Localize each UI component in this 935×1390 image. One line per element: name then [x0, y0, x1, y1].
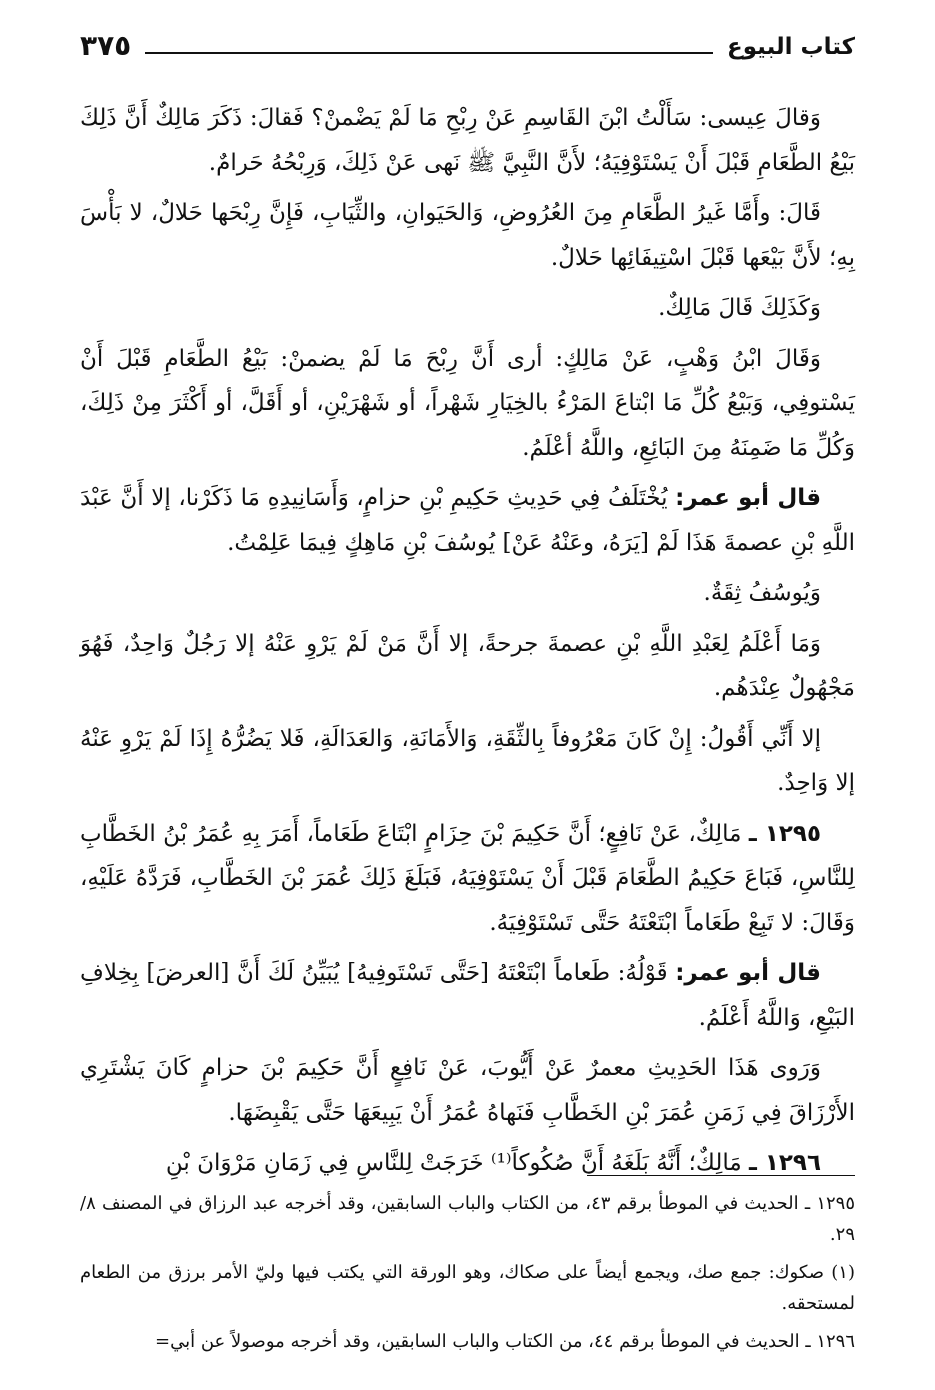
- paragraph: [80, 717, 855, 806]
- paragraph-text: وَكَذَلِكَ قَالَ مَالِكٌ.: [658, 295, 821, 321]
- paragraph: [80, 951, 855, 1040]
- paragraph-text: وَقَالَ ابْنُ وَهْبٍ، عَنْ مَالِكٍ: أرى أَنَّ رِبْحَ مَا لَمْ يضمنْ: بَيْعُ الطَّعَامِ قَبْلَ أَنْ يَسْتوفِي، وَبَيْعُ كُلِّ مَا ابْتاعَ المَرْءُ بالخِيَارِ شَهْراً، أو شَهْرَيْنِ، أو أَقَلَّ، أو أَكْثَرَ مِنْ ذَلِكَ، وَكُلِّ مَا ضَمِنَهُ مِنَ البَائِعِ، واللَّهُ أعْلَمُ.: [80, 345, 855, 461]
- paragraph: [80, 622, 855, 711]
- hadith-number: ١٢٩٥ ـ: [748, 820, 822, 847]
- paragraph: [80, 191, 855, 280]
- paragraph-text: قَالَ: وأَمَّا غَيرُ الطَّعَامِ مِنَ العُرُوضِ، وَالحَيَوانِ، والثِّيَابِ، فَإِنَّ رِبْحَها حَلالٌ، لا بَأْسَ بِهِ؛ لأَنَّ بَيْعَها قَبْلَ اسْتِيفَائِها حَلالٌ.: [80, 200, 855, 271]
- paragraph: [80, 571, 855, 616]
- running-header: [80, 28, 855, 64]
- footnote: (١) صكوك: جمع صك، ويجمع أيضاً على صكاك، وهو الورقة التي يكتب فيها وليّ الأمر برزق من الطعام لمستحقه.: [80, 1262, 855, 1314]
- paragraph-text: وَرَوى هَذَا الحَدِيثِ معمرٌ عَنْ أَيُّوبَ، عَنْ نَافِعٍ أَنَّ حَكِيمَ بْنَ حزامٍ كَانَ يَشْتَرِي الأَرْزَاقَ فِي زَمَنِ عُمَرَ بْنِ الخَطَّابِ فَنَهاهُ عُمَرُ أَنْ يَبِيعَهَا حَتَّى يَقْبِضَهَا.: [80, 1055, 855, 1126]
- paragraph-text: مَالِكٌ؛ أَنَّهُ بَلَغَهُ أَنَّ صُكُوكاً⁽¹⁾ خَرَجَتْ لِلنَّاسِ فِي زَمَانِ مَرْوَانَ بْنِ: [165, 1150, 742, 1176]
- paragraph-text: يُخْتَلَفُ فِي حَدِيثِ حَكِيمِ بْنِ حزامٍ، وَأَسَانِيدِهِ مَا ذَكَرْنا، إلا أَنَّ عَبْدَ اللَّهِ بْنِ عصمةَ هَذَا لَمْ [يَرَهُ، وعَنْهُ عَنْ] يُوسُفَ بْنِ مَاهِكٍ فِيمَا عَلِمْتُ.: [80, 485, 855, 556]
- paragraph: [80, 1046, 855, 1135]
- footnote: ١٢٩٥ ـ الحديث في الموطأ برقم ٤٣، من الكتاب والباب السابقين، وقد أخرجه عبد الرزاق في المصنف ٨/ ٢٩.: [80, 1193, 855, 1245]
- paragraph-text: مَالِكٌ، عَنْ نَافِعٍ؛ أَنَّ حَكِيمَ بْنَ حِزَامٍ ابْتَاعَ طَعَاماً، أَمَرَ بِهِ عُمَرُ بْنُ الخَطَّابِ لِلنَّاسِ، فَبَاعَ حَكِيمُ الطَّعَامَ قَبْلَ أَنْ يَسْتَوْفِيَهُ، فَبَلَغَ ذَلِكَ عُمَرَ بْنَ الخَطَّابِ، فَرَدَّهُ عَلَيْهِ، وَقَالَ: لا تَبِعْ طَعَاماً ابْتَعْتَهُ حَتَّى تَسْتَوْفِيَهُ.: [80, 820, 855, 936]
- paragraph: [80, 96, 855, 185]
- paragraph-text: وَمَا أَعْلَمُ لِعَبْدِ اللَّهِ بْنِ عصمةَ جرحةً، إلا أَنَّ مَنْ لَمْ يَرْوِ عَنْهُ إلا رَجُلٌ وَاحِدٌ، فَهُوَ مَجْهُولٌ عِنْدَهُم.: [80, 630, 855, 701]
- paragraph-lead: قال أبو عمر:: [675, 960, 821, 986]
- chapter-title: كتاب البيوع: [727, 34, 855, 60]
- paragraph-lead: قال أبو عمر:: [675, 485, 822, 511]
- paragraph-text: وَيُوسُفُ ثِقَةٌ.: [703, 580, 821, 606]
- hadith-number: ١٢٩٦ ـ: [748, 1150, 821, 1176]
- paragraph: [80, 337, 855, 471]
- footnote-separator: [587, 1175, 855, 1176]
- paragraph-text: إلا أَنِّي أَقُولُ: إِنْ كَانَ مَعْرُوفاً بِالثِّقَةِ، وَالأَمَانَةِ، وَالعَدَالَةِ، فَلا يَضُرُّهُ إِذَا لَمْ يَرْوِ عَنْهُ إلا وَاحِدٌ.: [80, 725, 855, 796]
- paragraph-text: قَوْلُهُ: طَعاماً ابْتَعْتَهُ [حَتَّى تَسْتَوفِيهُ] يُبَيِّنُ لَكَ أَنَّ [العرضَ] بِخِلافِ البَيْعِ، وَاللَّهُ أَعْلَمُ.: [80, 960, 855, 1031]
- footnotes: [80, 1188, 855, 1364]
- paragraph: [80, 476, 855, 565]
- main-text: [80, 96, 855, 1192]
- footnote: ١٢٩٦ ـ الحديث في الموطأ برقم ٤٤، من الكتاب والباب السابقين، وقد أخرجه موصولاً عن أبي=: [155, 1331, 855, 1352]
- page-number: ٣٧٥: [80, 29, 132, 62]
- paragraph: [80, 812, 855, 946]
- header-rule: [145, 52, 713, 54]
- paragraph: [80, 1141, 855, 1186]
- paragraph-text: وَقالَ عِيسى: سَأَلْتُ ابْنَ القَاسِمِ عَنْ رِبْحِ مَا لَمْ يَضْمنْ؟ فَقالَ: ذَكَرَ مَالِكٌ أَنَّ ذَلِكَ بَيْعُ الطَّعَامِ قَبْلَ أَنْ يَسْتَوْفِيَهُ؛ لأَنَّ النَّبِيَّ ﷺ نَهى عَنْ ذَلِكَ، وَرِبْحُهُ حَرامٌ.: [80, 105, 855, 176]
- paragraph: [80, 286, 855, 331]
